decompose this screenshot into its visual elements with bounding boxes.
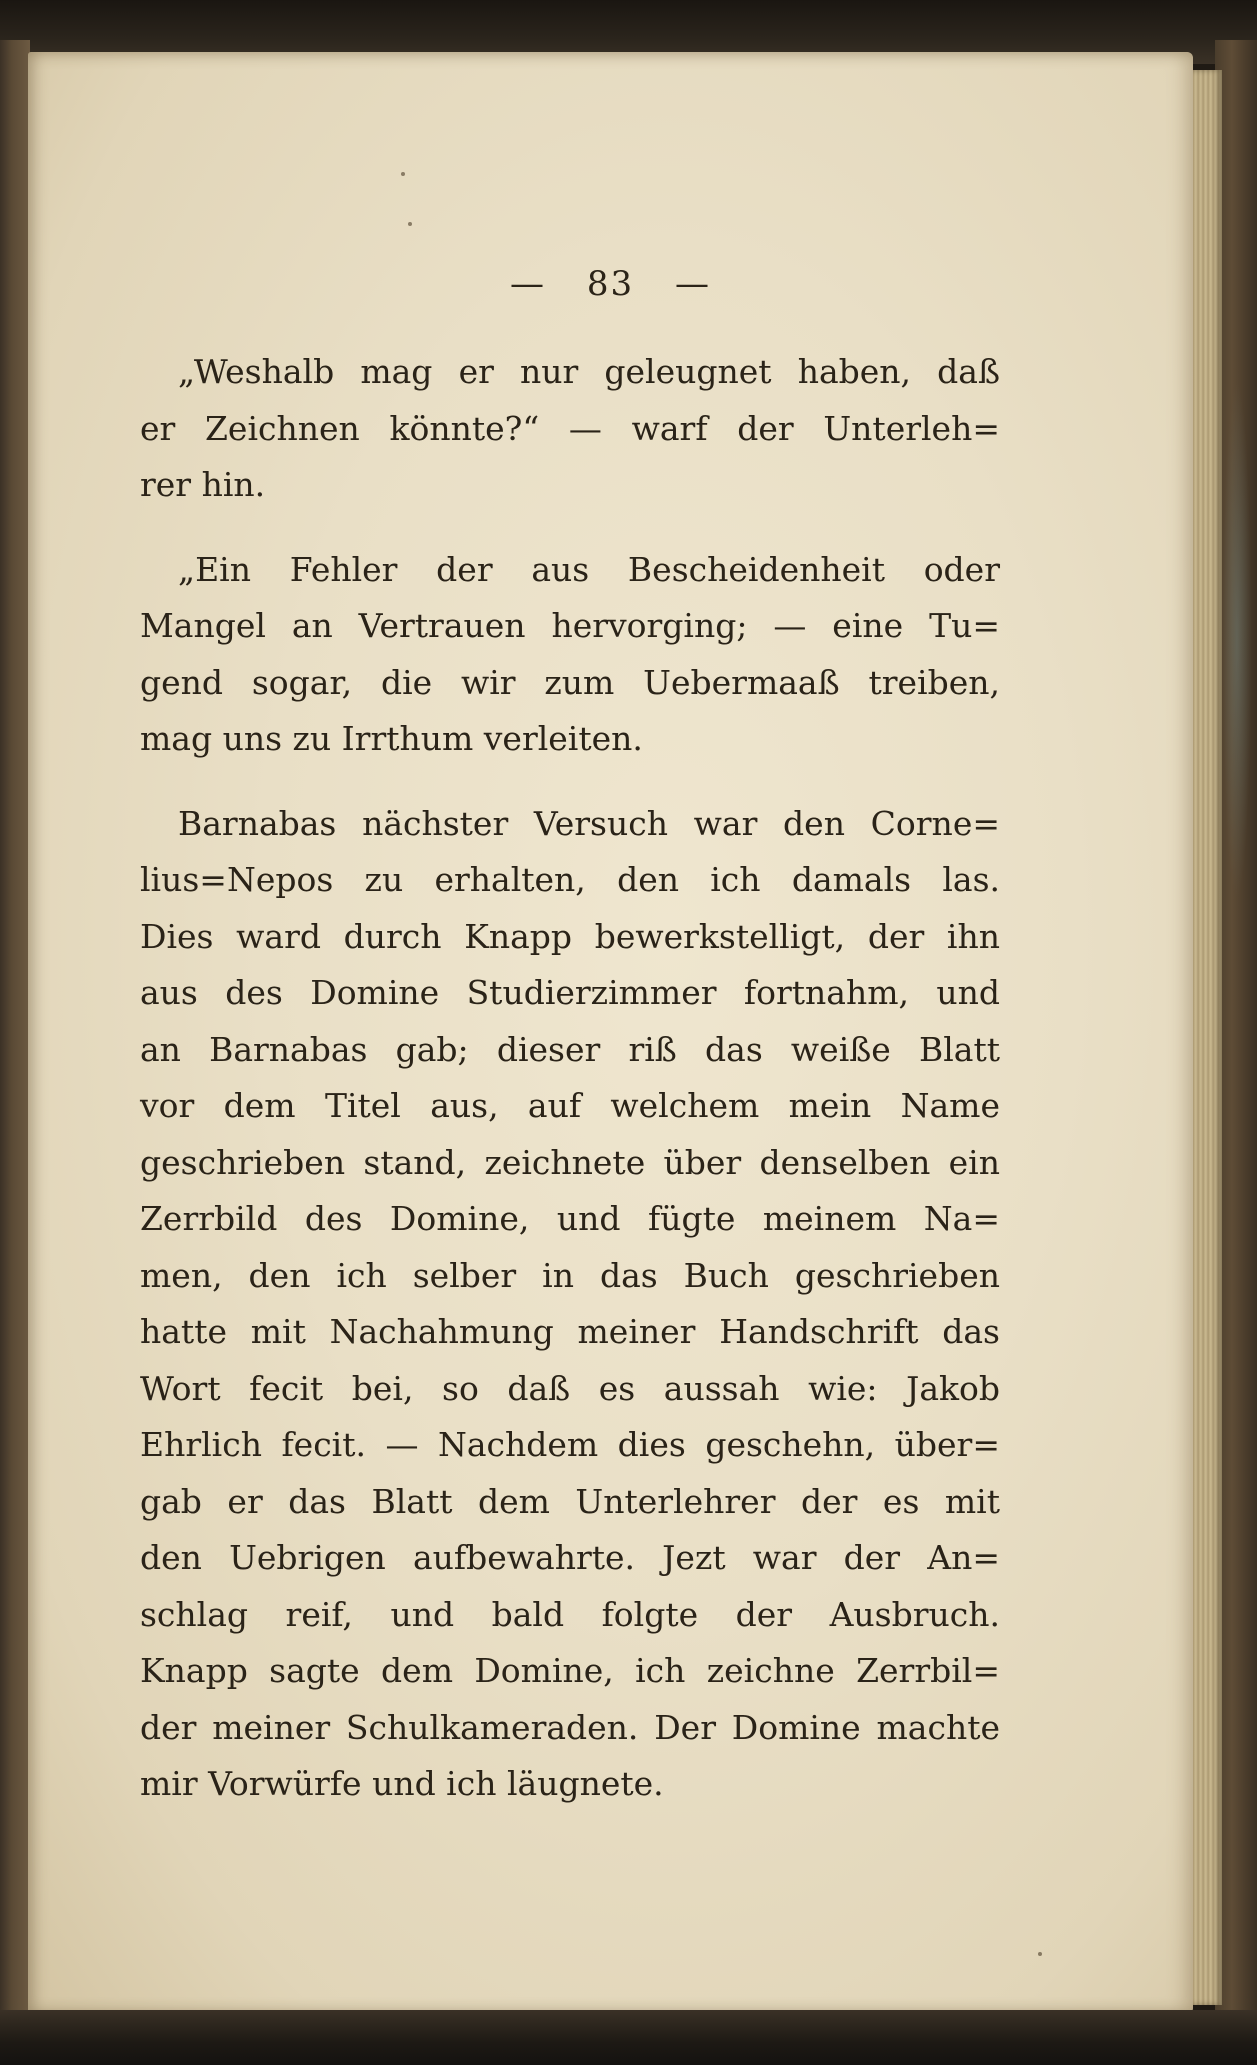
text-line: lius=Nepos zu erhalten, den ich damals las.: [140, 860, 1000, 899]
text-line: Wort fecit bei, so daß es aussah wie: Jakob: [140, 1368, 1000, 1408]
text-line: den Uebrigen aufbewahrte. Jezt war der An=: [140, 1538, 1000, 1577]
text-line: Mangel an Vertrauen hervorging; — eine Tu=: [140, 606, 1000, 645]
page-number-dash-right: —: [674, 264, 711, 304]
text-line: Ehrlich fecit. — Nachdem dies geschehn, über=: [140, 1425, 1000, 1464]
paper-speck: [408, 222, 412, 226]
text-line: mag uns zu Irrthum verleiten.: [140, 719, 643, 758]
paragraph-gap: [140, 514, 1000, 542]
paper-speck: [401, 172, 405, 176]
text-line: Barnabas nächster Versuch war den Corne=: [178, 803, 1000, 843]
text-line: gend sogar, die wir zum Uebermaaß treiben,: [140, 662, 1000, 702]
text-line: Knapp sagte dem Domine, ich zeichne Zerrbil=: [140, 1651, 1000, 1690]
text-line: „Ein Fehler der aus Bescheidenheit oder: [178, 549, 1000, 589]
text-line: aus des Domine Studierzimmer fortnahm, und: [140, 973, 1000, 1012]
text-line: rer hin.: [140, 465, 266, 504]
body-text: [140, 344, 1000, 1813]
page-number: 83: [586, 264, 635, 304]
page-number-line: [28, 264, 1193, 304]
text-line: „Weshalb mag er nur geleugnet haben, daß: [178, 352, 1000, 391]
text-line: Dies ward durch Knapp bewerkstelligt, der ihn: [140, 916, 1000, 956]
book-binding: [0, 40, 30, 2030]
text-line: der meiner Schulkameraden. Der Domine machte: [140, 1707, 1000, 1747]
text-line: er Zeichnen könnte?“ — warf der Unterleh=: [140, 408, 1000, 448]
text-line: an Barnabas gab; dieser riß das weiße Blatt: [140, 1029, 1000, 1069]
text-line: vor dem Titel aus, auf welchem mein Name: [140, 1086, 1000, 1125]
text-line: Zerrbild des Domine, und fügte meinem Na=: [140, 1199, 1000, 1238]
paper-speck: [1038, 1952, 1042, 1956]
text-line: geschrieben stand, zeichnete über denselben ein: [140, 1142, 1000, 1182]
text-line: mir Vorwürfe und ich läugnete.: [140, 1764, 664, 1803]
text-line: men, den ich selber in das Buch geschrieben: [140, 1255, 1000, 1295]
book-page: [28, 52, 1193, 2014]
text-line: hatte mit Nachahmung meiner Handschrift das: [140, 1312, 1000, 1351]
text-line: gab er das Blatt dem Unterlehrer der es mit: [140, 1481, 1000, 1521]
page-number-dash-left: —: [510, 264, 547, 304]
text-line: schlag reif, und bald folgte der Ausbruch.: [140, 1594, 1000, 1634]
paragraph-gap: [140, 768, 1000, 796]
cover-stain: [1222, 380, 1252, 900]
scan-bottom-edge: [0, 2010, 1257, 2065]
